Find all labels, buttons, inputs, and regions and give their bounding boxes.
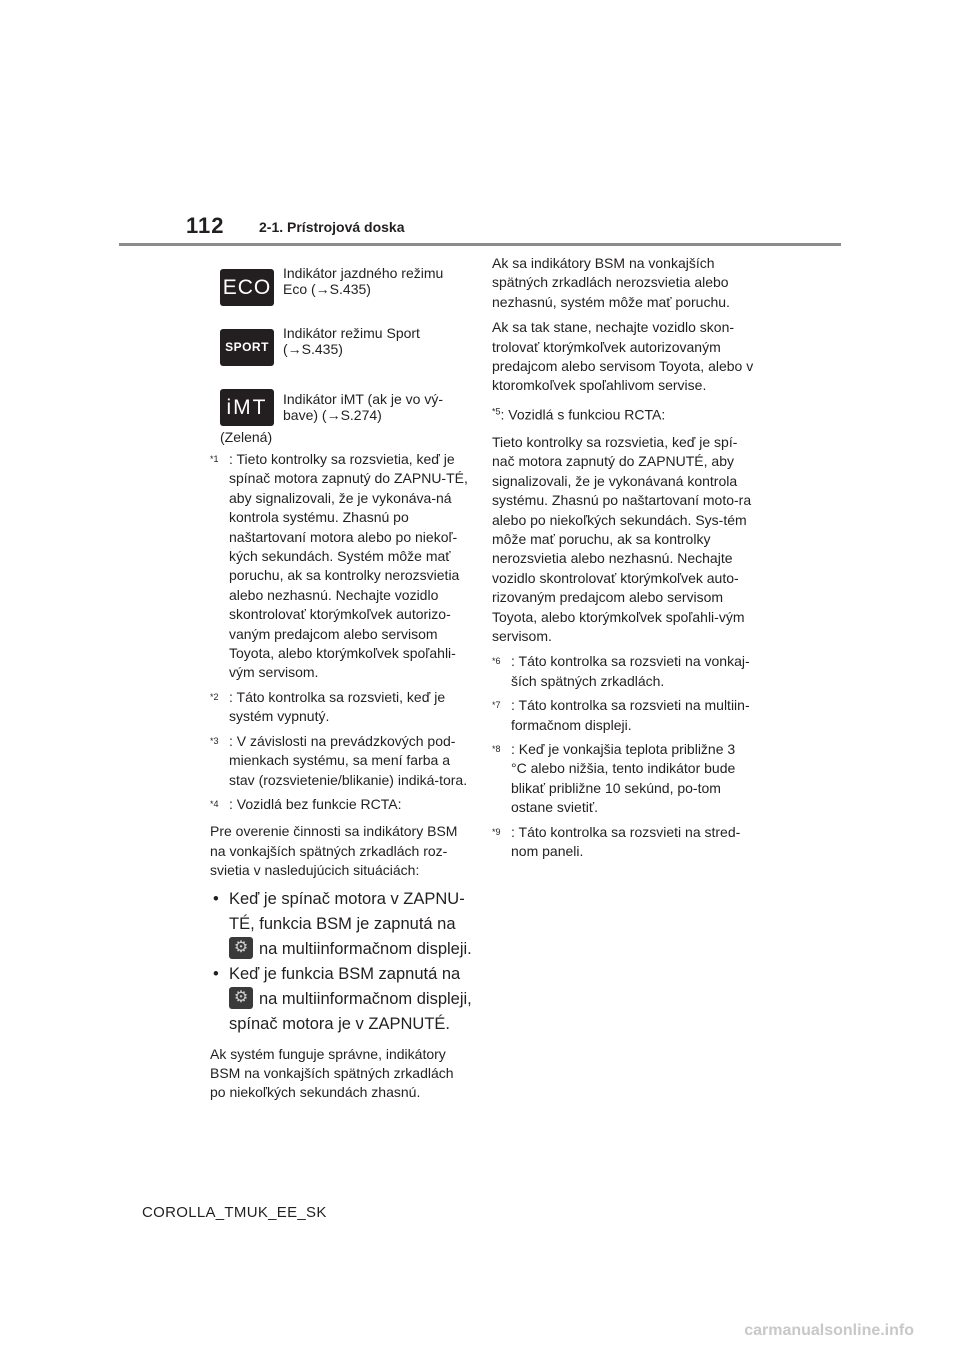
bsm-closing: Ak systém funguje správne, indikátory BSM na vonkajších spätných zrkadlách po niekoľkých sekundách zhasnú. bbox=[210, 1045, 454, 1101]
footnote-6 bbox=[492, 652, 754, 691]
indicator-imt-line-1: Indikátor iMT (ak je vo vý- bbox=[283, 391, 444, 407]
page-number: 112 bbox=[186, 213, 225, 238]
footnote-text: : Keď je vonkajšia teplota približne 3 °C alebo nižšia, tento indikátor bude blikať približne 10 sekúnd, po-tom ostane svietiť. bbox=[511, 741, 736, 816]
footnote-text: : Táto kontrolka sa rozsvieti, keď je systém vypnutý. bbox=[229, 688, 446, 725]
footnote-4 bbox=[210, 795, 472, 814]
watermark: carmanualsonline.info bbox=[744, 1322, 914, 1339]
footnote-marker: *5 bbox=[492, 405, 501, 416]
indicator-sport bbox=[210, 324, 472, 376]
footnote-text: : Vozidlá s funkciou RCTA: bbox=[500, 406, 666, 423]
footnote-1 bbox=[210, 450, 472, 683]
indicator-sport-line-1: Indikátor režimu Sport bbox=[283, 325, 420, 341]
bullet-item-2 bbox=[210, 962, 472, 1037]
eco-indicator-icon: ECO bbox=[220, 269, 274, 306]
footnote-text: : Táto kontrolka sa rozsvieti na multiin-formačnom displeji. bbox=[511, 697, 750, 733]
footnote-marker: *1 bbox=[210, 454, 219, 464]
bullet-icon: • bbox=[213, 964, 219, 983]
footnote-text: : V závislosti na prevádzkových pod-mienkach systému, sa mení farba a stav (rozsvietenie/blikanie) indiká-tora. bbox=[229, 732, 468, 788]
footnote-text: : Tieto kontrolky sa rozsvietia, keď je spínač motora zapnutý do ZAPNU-TÉ, aby signalizovali, že je vykonáva-ná kontrola systému. Zhasnú po naštartovaní motora alebo po niekoľ-kých sekundách. Systém môže mať poruchu, ak sa kontrolky nerozsvietia alebo nezhasnú. Nechajte vozidlo skontrolovať ktorýmkoľvek autorizo-vaným predajcom alebo servisom Toyota, alebo ktorýmkoľvek spoľahli-vým servisom. bbox=[229, 451, 468, 681]
footnote-7 bbox=[492, 696, 754, 735]
indicator-eco-text bbox=[283, 266, 473, 297]
footnote-marker: *3 bbox=[210, 735, 219, 746]
sport-indicator-icon: SPORT bbox=[220, 329, 274, 366]
footnote-2 bbox=[210, 688, 472, 727]
footnote-marker: *6 bbox=[492, 656, 501, 667]
footnote-marker: *9 bbox=[492, 826, 501, 837]
bsm-malfunction: Ak sa indikátory BSM na vonkajších spätných zrkadlách nerozsvietia alebo nezhasnú, systém môže mať poruchu. bbox=[492, 255, 730, 310]
indicator-imt-text bbox=[283, 392, 473, 423]
imt-indicator-icon: iMT bbox=[220, 389, 274, 426]
indicator-imt bbox=[210, 384, 472, 445]
footnote-3 bbox=[210, 732, 472, 790]
rcta-description: Tieto kontrolky sa rozsvietia, keď je spí-nač motora zapnutý do ZAPNUTÉ, aby signalizovali, že je vykonávaná kontrola systému. Zhasnú po naštartovaní moto-ra alebo po niekoľkých sekundách. Sys-tém môže mať poruchu, ak sa kontrolky nerozsvietia alebo nezhasnú. Nechajte vozidlo skontrolovať ktorýmkoľvek auto-rizovaným predajcom alebo servisom Toyota, alebo ktorýmkoľvek spoľahli-vým servisom. bbox=[492, 433, 752, 644]
bullet-icon: • bbox=[213, 889, 219, 908]
footnote-marker: *8 bbox=[492, 744, 501, 754]
footnote-text: : Táto kontrolka sa rozsvieti na vonkaj-ších spätných zrkadlách. bbox=[511, 653, 750, 689]
footnote-marker: *4 bbox=[210, 798, 219, 809]
indicator-sport-text bbox=[283, 326, 473, 357]
bullet-2-text-end: spínač motora je v ZAPNUTÉ. bbox=[229, 1014, 450, 1033]
header-divider bbox=[119, 243, 841, 246]
footnote-marker: *7 bbox=[492, 700, 501, 711]
footnote-5 bbox=[492, 402, 754, 425]
bullet-1-text-cont: na multiinformačnom displeji. bbox=[259, 939, 472, 958]
footnote-text: : Táto kontrolka sa rozsvieti na stred-nom paneli. bbox=[511, 823, 741, 860]
indicator-eco-line-1: Indikátor jazdného režimu bbox=[283, 265, 444, 281]
bullet-2-text-cont: na multiinformačnom displeji, bbox=[259, 989, 472, 1008]
bullet-1-text: Keď je spínač motora v ZAPNU-TÉ, funkcia BSM je zapnutá na bbox=[229, 889, 465, 933]
footnote-9 bbox=[492, 823, 754, 862]
footnote-8 bbox=[492, 740, 754, 818]
bullet-item-1 bbox=[210, 887, 472, 962]
bsm-intro: Pre overenie činnosti sa indikátory BSM na vonkajších spätných zrkadlách roz-svietia v nasledujúcich situáciách: bbox=[210, 823, 458, 879]
bsm-service: Ak sa tak stane, nechajte vozidlo skon-trolovať ktorýmkoľvek autorizovaným predajcom alebo servisom Toyota, alebo v ktoromkoľvek spoľahlivom servise. bbox=[492, 319, 754, 394]
settings-gear-icon bbox=[229, 987, 253, 1009]
section-title: 2-1. Prístrojová doska bbox=[259, 219, 405, 235]
document-code: COROLLA_TMUK_EE_SK bbox=[142, 1204, 327, 1221]
left-column bbox=[210, 264, 472, 1109]
indicator-eco-line-2: Eco (→S.435) bbox=[283, 280, 371, 297]
indicator-imt-line-2: bave) (→S.274) bbox=[283, 406, 382, 423]
settings-gear-icon bbox=[229, 937, 253, 959]
right-column bbox=[492, 254, 754, 866]
indicator-imt-caption: (Zelená) bbox=[220, 429, 273, 445]
footnote-text: : Vozidlá bez funkcie RCTA: bbox=[229, 795, 402, 812]
footnote-marker: *2 bbox=[210, 691, 219, 702]
indicator-eco bbox=[210, 264, 472, 316]
indicator-sport-line-2: (→S.435) bbox=[283, 340, 343, 357]
bullet-2-text: Keď je funkcia BSM zapnutá na bbox=[229, 964, 461, 983]
